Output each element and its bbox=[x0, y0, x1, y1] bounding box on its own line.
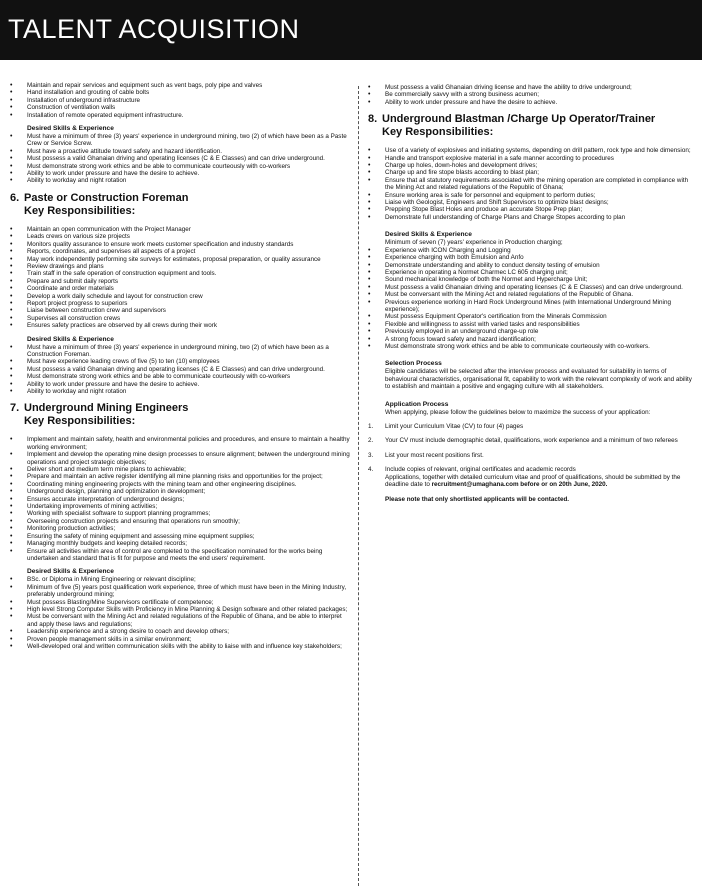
list-item: • Ability to workday and night rotation bbox=[10, 177, 350, 184]
list-item: • Handle and transport explosive material in a safe manner according to procedures bbox=[368, 155, 694, 162]
skills-list bbox=[10, 576, 350, 650]
list-item: • Must possess a valid Ghanaian driving license and have the ability to drive underground; bbox=[368, 84, 694, 91]
list-item: • Must demonstrate strong work ethics and be able to communicate courteously with co-workers bbox=[10, 373, 350, 380]
list-item: • Must have a minimum of three (3) years' experience in underground mining, two (2) of which have been as a Construction Foreman. bbox=[10, 344, 350, 359]
list-item: • Prepare and maintain an active register identifying all mine planning risks and opportunities for the project; bbox=[10, 473, 350, 480]
list-item: • Sound mechanical knowledge of both the Normet and Hypercharge Unit; bbox=[368, 276, 694, 283]
list-item: • Liaise with Geologist, Engineers and Shift Supervisors to optimize blast designs; bbox=[368, 199, 694, 206]
responsibilities-list bbox=[10, 226, 350, 330]
skills-heading: Desired Skills & Experience bbox=[27, 125, 114, 133]
submission-instructions: Applications, together with detailed curriculum vitae and proof of qualifications, should be submitted by the deadline date to bbox=[385, 473, 681, 489]
section-number: 7. bbox=[10, 402, 20, 415]
section-heading: Underground Mining Engineers bbox=[24, 402, 189, 415]
list-item: • Must possess a valid Ghanaian driving and operating licenses (C & E Classes) and can drive underground. bbox=[368, 284, 694, 291]
list-item: • Maintain and repair services and equipment such as vent bags, poly pipe and valves bbox=[10, 82, 350, 89]
right-column bbox=[368, 84, 694, 504]
skills-list bbox=[10, 344, 350, 396]
page-title: TALENT ACQUISITION bbox=[8, 14, 300, 44]
selection-text: Eligible candidates will be selected after the interview process and evaluated for suitability in terms of behavioural characteristics, organisational fit, capability to work with the relevant complexity of work and ability to establish and maintain a positive and engaging culture with all stakeholders. bbox=[385, 368, 692, 391]
list-item: • Previously employed in an underground charge-up role bbox=[368, 328, 694, 335]
list-item: • Must demonstrate strong work ethics and be able to communicate courteously with co-workers. bbox=[368, 343, 694, 350]
list-item: • Experience in operating a Normet Charmec LC 605 charging unit; bbox=[368, 269, 694, 276]
list-item: • Review drawings and plans bbox=[10, 263, 350, 270]
section-heading: Underground Blastman /Charge Up Operator/Trainer bbox=[382, 113, 656, 126]
step-text: Include copies of relevant, original certificates and academic records bbox=[385, 466, 576, 474]
skills-list bbox=[10, 133, 350, 185]
list-item: • Ensure working area is safe for personnel and equipment to perform duties; bbox=[368, 192, 694, 199]
list-item: • Well-developed oral and written communication skills with the ability to liaise with and influence key stakeholders; bbox=[10, 643, 350, 650]
section-title bbox=[10, 192, 350, 218]
column-divider bbox=[358, 86, 359, 886]
list-item: • Overseeing construction projects and ensuring that operations run smoothly; bbox=[10, 518, 350, 525]
section-7 bbox=[10, 402, 350, 428]
section-number: 8. bbox=[368, 113, 378, 126]
application-text: When applying, please follow the guidelines below to maximize the success of your application: bbox=[385, 408, 651, 416]
list-item: • Must possess Blasting/Mine Supervisors certificate of competence; bbox=[10, 599, 350, 606]
list-item: • Experience with ICON Charging and Logging bbox=[368, 247, 694, 254]
list-item: • Reports, coordinates, and supervises all aspects of a project bbox=[10, 248, 350, 255]
list-item: • Ensuring the safety of mining equipment and assessing mine equipment supplies; bbox=[10, 533, 350, 540]
step-number: 1. bbox=[368, 423, 374, 430]
list-item: • Train staff in the safe operation of construction equipment and tools. bbox=[10, 270, 350, 277]
list-item: • Minimum of five (5) years post qualification work experience, three of which must have been in the Mining Industry, preferably underground mining; bbox=[10, 584, 350, 599]
step-number: 3. bbox=[368, 451, 374, 459]
page-header bbox=[0, 0, 702, 60]
list-item: • Ensure all activities within area of control are completed to the specification nominated for the works being undertaken and standard that is fit for purpose and meets the end users' requirement. bbox=[10, 548, 350, 563]
list-item: • Leads crews on various size projects bbox=[10, 233, 350, 240]
list-item: • Must have a minimum of three (3) years' experience in underground mining, two (2) of which have been as a Paste Crew or Service Screw. bbox=[10, 133, 350, 148]
application-steps bbox=[368, 423, 694, 488]
list-item: • Flexible and willingness to assist with varied tasks and responsibilities bbox=[368, 321, 694, 328]
section-subheading: Key Responsibilities: bbox=[24, 204, 136, 217]
list-item: • Demonstrate full understanding of Charge Plans and Charge Stopes according to plan bbox=[368, 214, 694, 221]
section-8 bbox=[368, 113, 694, 139]
section-heading: Paste or Construction Foreman bbox=[24, 191, 189, 204]
list-item: • Maintain an open communication with the Project Manager bbox=[10, 226, 350, 233]
list-item: • Installation of underground infrastructure bbox=[10, 97, 350, 104]
list-item: • Ability to work under pressure and have the desire to achieve. bbox=[368, 99, 694, 106]
list-item: • Supervises all construction crews bbox=[10, 315, 350, 322]
skills-heading: Desired Skills & Experience bbox=[27, 335, 114, 343]
list-item: • Ensures safety practices are observed by all crews during their work bbox=[10, 322, 350, 329]
list-item: • Construction of ventilation walls bbox=[10, 104, 350, 111]
list-item: • Managing monthly budgets and keeping detailed records; bbox=[10, 540, 350, 547]
list-item: • Must possess a valid Ghanaian driving and operating licenses (C & E Classes) and can drive underground. bbox=[10, 366, 350, 373]
application-step bbox=[368, 423, 694, 430]
list-item: • Hand installation and grouting of cable bolts bbox=[10, 89, 350, 96]
list-item: • Prepping Stope Blast Holes and produce an accurate Stope Prep plan; bbox=[368, 206, 694, 213]
step-number: 4. bbox=[368, 466, 374, 474]
list-item: • Ability to work under pressure and have the desire to achieve. bbox=[10, 381, 350, 388]
list-item: • Coordinating mining engineering projects with the mining team and other engineering disciplines. bbox=[10, 481, 350, 488]
list-item: • Working with specialist software to support planning programmes; bbox=[10, 510, 350, 517]
list-item: • Be commercially savvy with a strong business acumen; bbox=[368, 91, 694, 98]
list-item: • Must have a proactive attitude toward safety and hazard identification. bbox=[10, 148, 350, 155]
list-item: • Must have experience leading crews of five (5) to ten (10) employees bbox=[10, 358, 350, 365]
list-item: • Must demonstrate strong work ethics and be able to communicate courteously with co-workers bbox=[10, 163, 350, 170]
step-text: Your CV must include demographic detail, qualifications, work experience and a minimum of two referees bbox=[385, 437, 678, 445]
application-heading: Application Process bbox=[385, 400, 449, 408]
section-title bbox=[368, 113, 694, 139]
list-item: • Charge up holes, down-holes and development drives; bbox=[368, 162, 694, 169]
list-item: • A strong focus toward safety and hazard identification; bbox=[368, 336, 694, 343]
list-item: • Prepare and submit daily reports bbox=[10, 278, 350, 285]
section-title bbox=[10, 402, 350, 428]
list-item: • Coordinate and order materials bbox=[10, 285, 350, 292]
list-item: • Monitoring production activities; bbox=[10, 525, 350, 532]
list-item: • Must possess a valid Ghanaian driving and operating licenses (C & E Classes) and can drive underground. bbox=[10, 155, 350, 162]
list-item: • Underground design, planning and optimization in development; bbox=[10, 488, 350, 495]
closing-note: Please note that only shortlisted applicants will be contacted. bbox=[385, 496, 570, 504]
list-item: • Charge up and fire stope blasts according to blast plan; bbox=[368, 169, 694, 176]
list-item: • High level Strong Computer Skills with Proficiency in Mine Planning & Design software and other related packages; bbox=[10, 606, 350, 613]
list-item: • Report project progress to superiors bbox=[10, 300, 350, 307]
skills-list bbox=[368, 247, 694, 351]
step-text: List your most recent positions first. bbox=[385, 451, 484, 459]
list-item: • Implement and develop the operating mine design processes to ensure alignment; between the underground mining operations and project strategic objectives; bbox=[10, 451, 350, 466]
list-item: • Proven people management skills in a similar environment; bbox=[10, 636, 350, 643]
step-text: Limit your Curriculum Vitae (CV) to four (4) pages bbox=[385, 423, 524, 430]
continued-responsibilities-list bbox=[10, 82, 350, 119]
list-item: • May work independently performing site surveys for estimates, proposal preparation, or quality assurance bbox=[10, 256, 350, 263]
continued-skills-list bbox=[368, 84, 694, 106]
list-item: • Must possess Equipment Operator's certification from the Minerals Commission bbox=[368, 313, 694, 320]
skills-heading: Desired Skills & Experience bbox=[27, 568, 114, 576]
skills-heading: Desired Skills & Experience bbox=[385, 231, 472, 239]
step-number: 2. bbox=[368, 437, 374, 445]
list-item: • Ensure that all statutory requirements associated with the mining operation are completed in compliance with the Mining Act and related regulations of the Republic of Ghana; bbox=[368, 177, 694, 192]
list-item: • Monitors quality assurance to ensure work meets customer specification and industry standards bbox=[10, 241, 350, 248]
section-number: 6. bbox=[10, 191, 20, 204]
section-subheading: Key Responsibilities: bbox=[24, 415, 136, 428]
list-item: • Implement and maintain safety, health and environmental policies and procedures, and ensure to maintain a healthy working environment; bbox=[10, 436, 350, 451]
list-item: • Experience charging with both Emulsion and Anfo bbox=[368, 254, 694, 261]
list-item: • Demonstrate understanding and ability to conduct density testing of emulsion bbox=[368, 262, 694, 269]
list-item: • Ability to workday and night rotation bbox=[10, 388, 350, 395]
list-item: • Ability to work under pressure and have the desire to achieve. bbox=[10, 170, 350, 177]
list-item: • Must be conversant with the Mining Act and related regulations of the Republic of Ghana, and be able to interpret and apply these laws and regulations; bbox=[10, 613, 350, 628]
list-item: • Previous experience working in Hard Rock Underground Mines (with International Underground Mining experience); bbox=[368, 299, 694, 314]
application-step bbox=[368, 452, 694, 459]
list-item: • Must be conversant with the Mining Act and related regulations of the Republic of Ghana. bbox=[368, 291, 694, 298]
application-step bbox=[368, 466, 694, 488]
section-subheading: Key Responsibilities: bbox=[382, 126, 494, 139]
responsibilities-list bbox=[10, 436, 350, 562]
list-item: • Undertaking improvements of mining activities; bbox=[10, 503, 350, 510]
selection-heading: Selection Process bbox=[385, 360, 442, 368]
section-6 bbox=[10, 192, 350, 218]
list-item: • Liaise between construction crew and supervisors bbox=[10, 307, 350, 314]
list-item: • BSc. or Diploma in Mining Engineering or relevant discipline; bbox=[10, 576, 350, 583]
email-and-deadline[interactable]: recruitment@umaghana.com before or on 20th June, 2020. bbox=[431, 481, 608, 489]
left-column bbox=[10, 82, 350, 650]
list-item: • Installation of remote operated equipment infrastructure. bbox=[10, 112, 350, 119]
list-item: • Leadership experience and a strong desire to coach and develop others; bbox=[10, 628, 350, 635]
responsibilities-list bbox=[368, 147, 694, 221]
list-item: • Use of a variety of explosives and initiating systems, depending on drill pattern, rock type and hole dimension; bbox=[368, 147, 694, 154]
list-item: • Deliver short and medium term mine plans to achievable; bbox=[10, 466, 350, 473]
list-item: • Ensures accurate interpretation of underground designs; bbox=[10, 496, 350, 503]
application-step bbox=[368, 437, 694, 444]
list-item: • Develop a work daily schedule and layout for construction crew bbox=[10, 293, 350, 300]
skills-intro: Minimum of seven (7) years' experience in Production charging; bbox=[385, 239, 563, 247]
